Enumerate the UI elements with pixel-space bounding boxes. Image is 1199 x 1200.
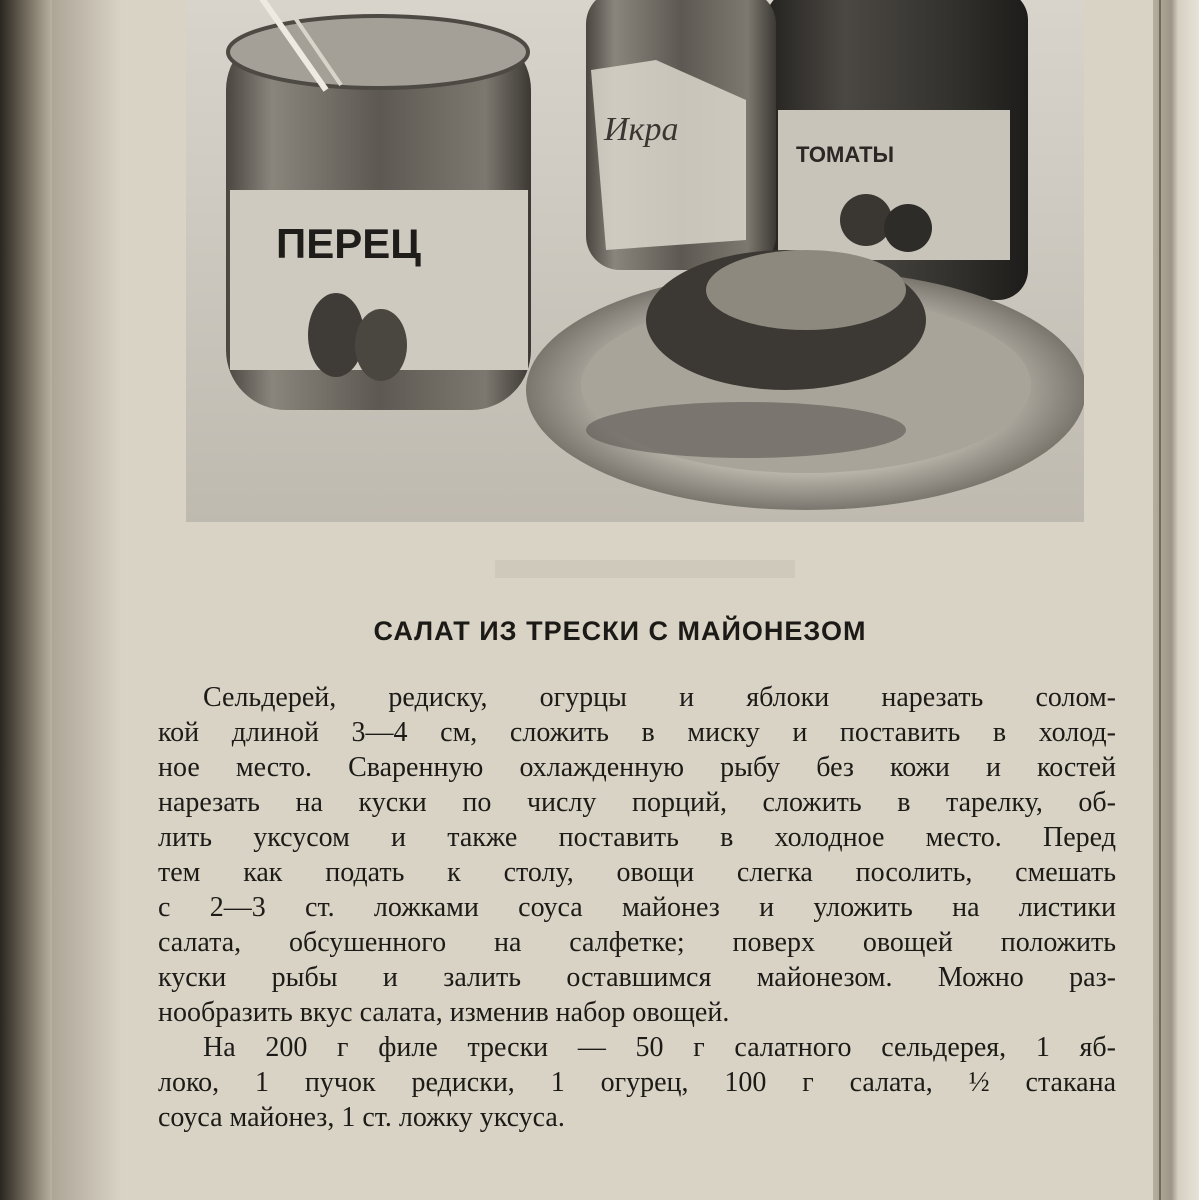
page-edge-line <box>1159 0 1161 1200</box>
text-line: соуса майонез, 1 ст. ложку уксуса. <box>158 1102 565 1133</box>
text-line: нообразить вкус салата, изменив набор овощей. <box>158 997 730 1028</box>
text-line: На 200 г филе трески — 50 г салатного сельдерея, 1 яб- <box>203 1032 1116 1063</box>
gutter-shadow <box>52 0 122 1200</box>
recipe-title: САЛАТ ИЗ ТРЕСКИ С МАЙОНЕЗОМ <box>373 616 867 646</box>
bleed-through <box>495 560 795 578</box>
caviar-label-text: Икра <box>604 111 679 148</box>
text-line: Сельдерей, редиску, огурцы и яблоки нарезать солом- <box>203 682 1116 713</box>
book-gutter <box>0 0 52 1200</box>
food-photo <box>186 0 1084 522</box>
text-line: лить уксусом и также поставить в холодное место. Перед <box>158 822 1116 853</box>
tomato-label-text: ТОМАТЫ <box>796 142 895 167</box>
text-line: тем как подать к столу, овощи слегка посолить, смешать <box>158 857 1116 888</box>
text-line: кой длиной 3—4 см, сложить в миску и поставить в холод- <box>158 717 1116 748</box>
text-line: нарезать на куски по числу порций, сложить в тарелку, об- <box>158 787 1116 818</box>
text-line: с 2—3 ст. ложками соуса майонез и уложить на листики <box>158 892 1116 923</box>
text-line: ное место. Сваренную охлажденную рыбу без кожи и костей <box>158 752 1116 783</box>
text-line: куски рыбы и залить оставшимся майонезом. Можно раз- <box>158 962 1116 993</box>
recipe-text <box>158 680 1116 1135</box>
text-line: салата, обсушенного на салфетке; поверх овощей положить <box>158 927 1116 958</box>
text-line: локо, 1 пучок редиски, 1 огурец, 100 г салата, ½ стакана <box>158 1067 1116 1098</box>
pepper-label-text: ПЕРЕЦ <box>276 220 421 267</box>
